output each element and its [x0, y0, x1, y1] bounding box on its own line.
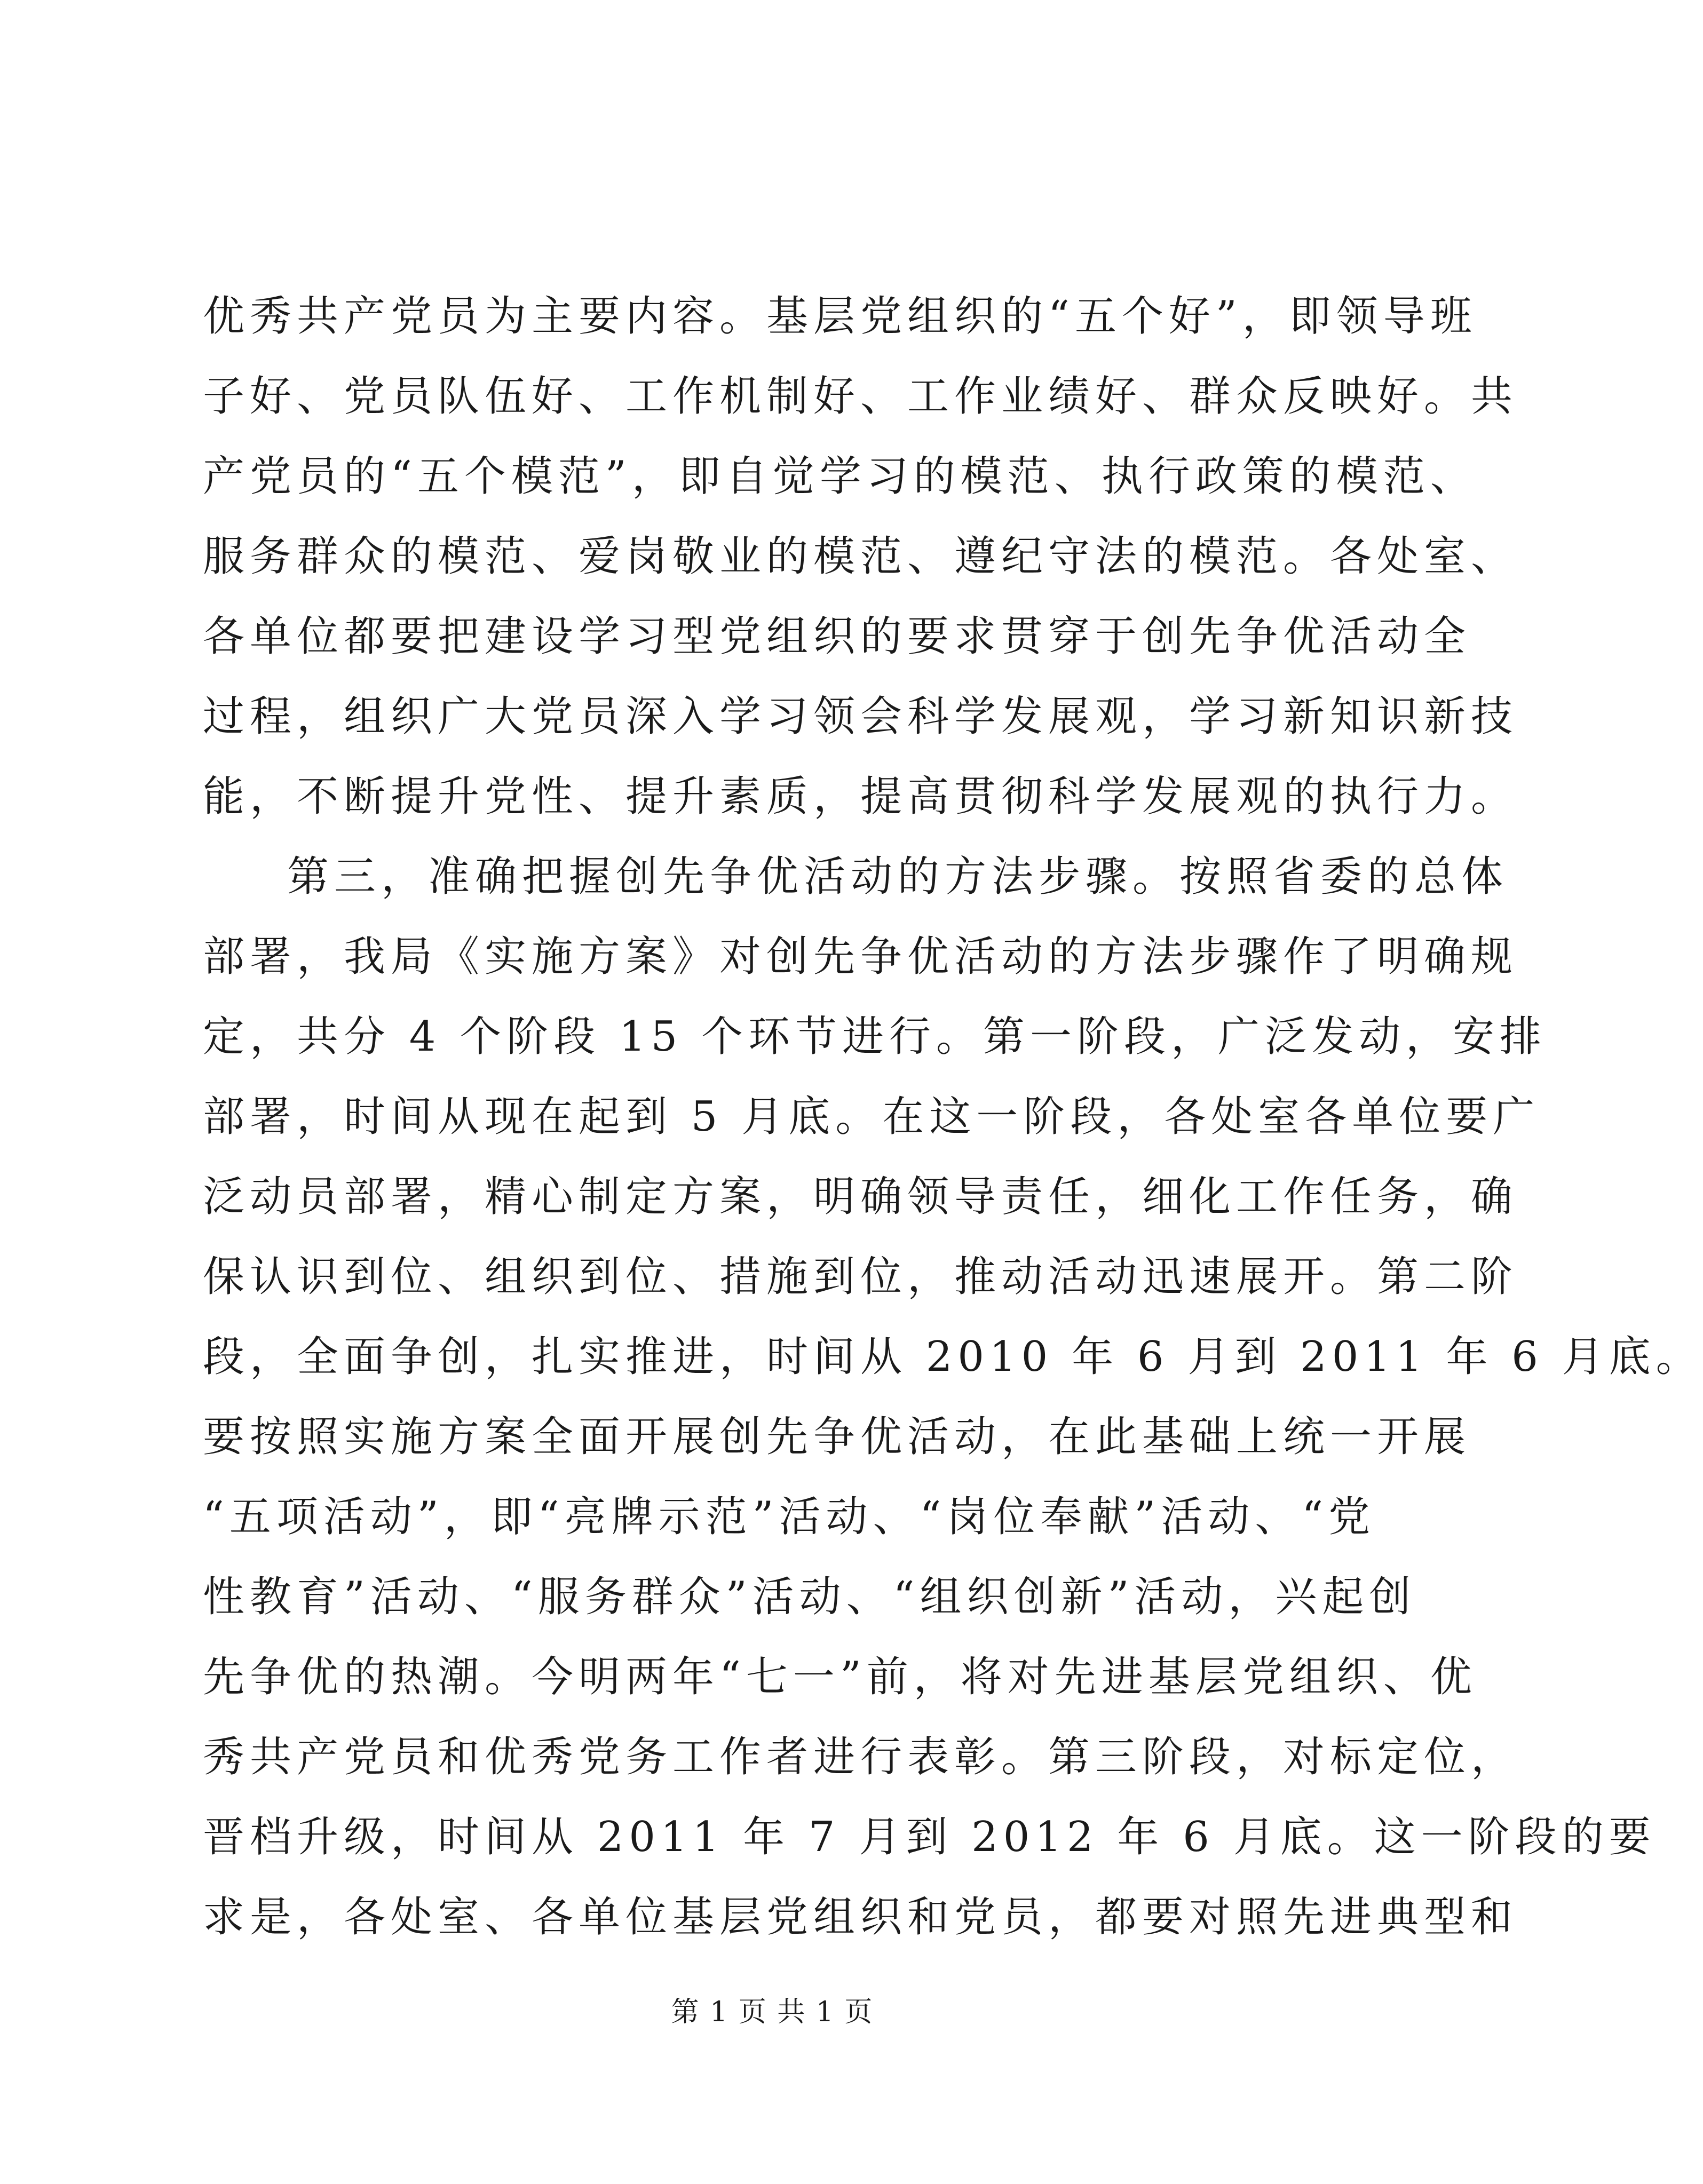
text-line: 优秀共产党员为主要内容。基层党组织的“五个好”，即领导班 — [203, 292, 1477, 340]
text-line: 泛动员部署，精心制定方案，明确领导责任，细化工作任务，确 — [203, 1173, 1518, 1221]
text-line: 保认识到位、组织到位、措施到位，推动活动迅速展开。第二阶 — [203, 1253, 1518, 1301]
text-line: 段，全面争创，扎实推进，时间从 2010 年 6 月到 2011 年 6 月底。 — [203, 1333, 1703, 1381]
text-line: 性教育”活动、“服务群众”活动、“组织创新”活动，兴起创 — [203, 1573, 1416, 1621]
page-number-footer: 第 1 页 共 1 页 — [671, 1996, 874, 2028]
text-line: 先争优的热潮。今明两年“七一”前，将对先进基层党组织、优 — [203, 1653, 1477, 1701]
text-line: 部署，我局《实施方案》对创先争优活动的方法步骤作了明确规 — [203, 933, 1518, 981]
text-line: 要按照实施方案全面开展创先争优活动，在此基础上统一开展 — [203, 1413, 1471, 1461]
text-line: 秀共产党员和优秀党务工作者进行表彰。第三阶段，对标定位， — [203, 1733, 1518, 1781]
text-line: 求是，各处室、各单位基层党组织和党员，都要对照先进典型和 — [203, 1893, 1518, 1941]
text-line: 服务群众的模范、爱岗敬业的模范、遵纪守法的模范。各处室、 — [203, 533, 1518, 581]
paragraph-start-line: 第三，准确把握创先争优活动的方法步骤。按照省委的总体 — [287, 853, 1509, 901]
text-line: “五项活动”，即“亮牌示范”活动、“岗位奉献”活动、“党 — [203, 1493, 1376, 1541]
document-body — [203, 276, 1703, 1957]
text-line: 定，共分 4 个阶段 15 个环节进行。第一阶段，广泛发动，安排 — [203, 1013, 1547, 1061]
text-line: 产党员的“五个模范”，即自觉学习的模范、执行政策的模范、 — [203, 452, 1477, 501]
text-line: 各单位都要把建设学习型党组织的要求贯穿于创先争优活动全 — [203, 613, 1471, 661]
text-line: 晋档升级，时间从 2011 年 7 月到 2012 年 6 月底。这一阶段的要 — [203, 1813, 1656, 1861]
text-line: 部署，时间从现在起到 5 月底。在这一阶段，各处室各单位要广 — [203, 1093, 1540, 1141]
text-line: 过程，组织广大党员深入学习领会科学发展观，学习新知识新技 — [203, 693, 1518, 741]
text-line: 能，不断提升党性、提升素质，提高贯彻科学发展观的执行力。 — [203, 773, 1518, 821]
text-line: 子好、党员队伍好、工作机制好、工作业绩好、群众反映好。共 — [203, 372, 1518, 420]
